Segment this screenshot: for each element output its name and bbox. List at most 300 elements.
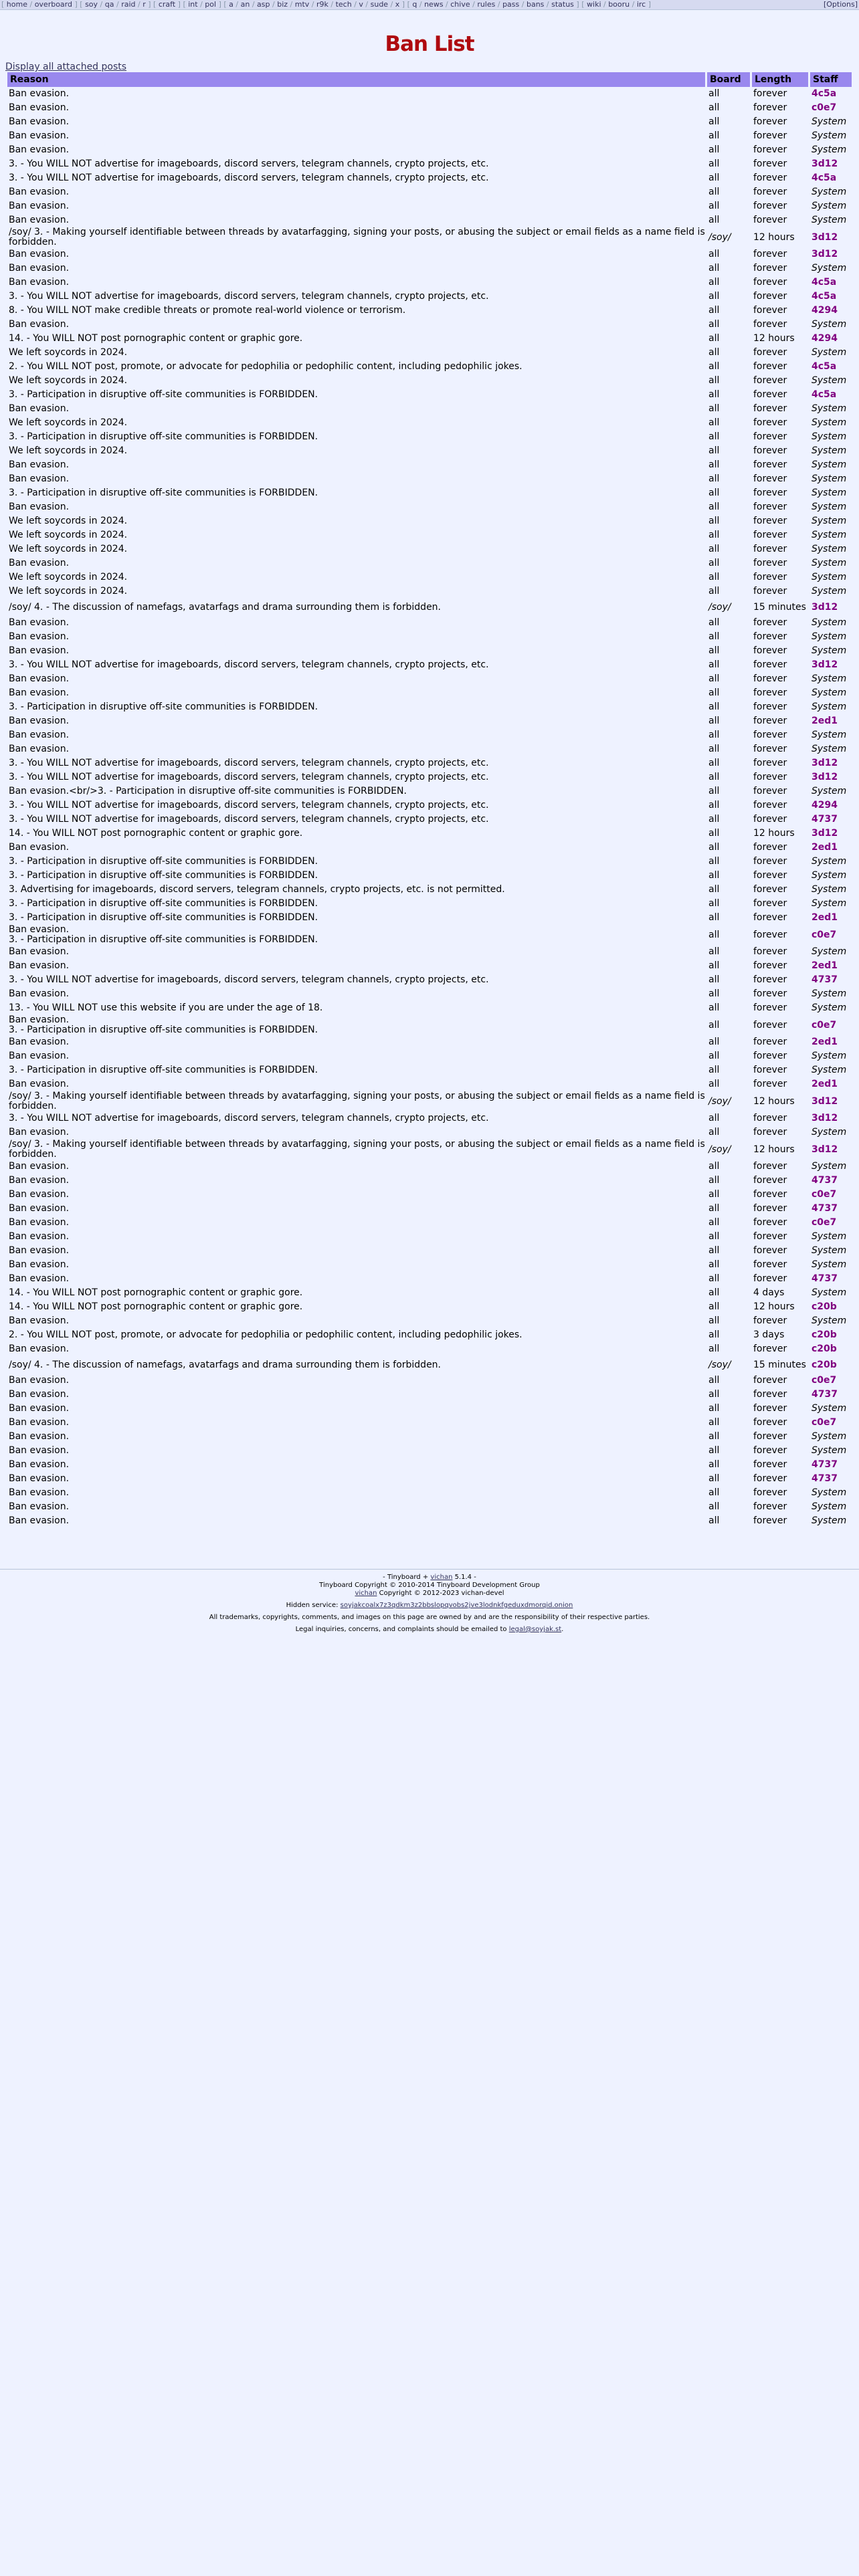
nav-link-rules[interactable]: rules <box>477 0 496 9</box>
ban-board: all <box>708 473 720 484</box>
ban-board: all <box>708 1231 720 1242</box>
ban-row <box>7 556 852 570</box>
ban-staff: System <box>812 144 847 155</box>
ban-board: all <box>708 730 720 740</box>
ban-reason: Ban evasion. <box>9 1315 70 1326</box>
ban-staff: System <box>812 1161 847 1172</box>
ban-board: all <box>708 617 720 628</box>
ban-staff: System <box>812 898 847 909</box>
header-length[interactable]: Length <box>752 72 808 87</box>
ban-length: forever <box>753 744 787 754</box>
ban-board: /soy/ <box>708 231 731 243</box>
nav-link-qa[interactable]: qa <box>104 0 114 9</box>
vichan-devel-link[interactable]: vichan <box>355 1590 377 1597</box>
footer-legal: Legal inquiries, concerns, and complaints should be emailed to legal@soyjak.st. <box>295 1626 564 1633</box>
nav-link-pass[interactable]: pass <box>502 0 520 9</box>
nav-link-wiki[interactable]: wiki <box>587 0 601 9</box>
ban-row <box>7 1388 852 1402</box>
top-navigation-bar <box>0 0 859 10</box>
ban-board: all <box>708 277 720 288</box>
ban-staff: System <box>812 856 847 867</box>
ban-reason: Ban evasion. <box>9 1403 70 1414</box>
ban-board: all <box>708 1301 720 1312</box>
ban-row <box>7 883 852 897</box>
ban-staff: System <box>812 1501 847 1512</box>
ban-board: all <box>708 1113 720 1123</box>
nav-link-tech[interactable]: tech <box>335 0 352 9</box>
ban-length: forever <box>753 898 787 909</box>
ban-row <box>7 1430 852 1444</box>
nav-link-biz[interactable]: biz <box>277 0 288 9</box>
ban-board: all <box>708 1375 720 1386</box>
ban-staff: System <box>812 1259 847 1270</box>
ban-board: all <box>708 459 720 470</box>
ban-board: all <box>708 988 720 999</box>
ban-row <box>7 129 852 143</box>
ban-row <box>7 1272 852 1286</box>
ban-row <box>7 1444 852 1458</box>
ban-board: all <box>708 516 720 526</box>
ban-row <box>7 1140 852 1160</box>
ban-row <box>7 925 852 945</box>
ban-length: forever <box>753 1002 787 1013</box>
ban-board: all <box>708 201 720 211</box>
ban-length: forever <box>753 673 787 684</box>
ban-staff: c20b <box>812 1344 837 1354</box>
ban-staff: 4737 <box>812 1273 838 1284</box>
ban-length: forever <box>753 459 787 470</box>
ban-row <box>7 1402 852 1416</box>
ban-board: all <box>708 586 720 597</box>
nav-link-sude[interactable]: sude <box>370 0 389 9</box>
ban-reason: 3. Advertising for imageboards, discord servers, telegram channels, crypto projects, etc. is not permitted. <box>9 884 505 895</box>
ban-length: forever <box>753 856 787 867</box>
ban-reason: Ban evasion. <box>9 631 70 642</box>
ban-length: forever <box>753 687 787 698</box>
ban-board: all <box>708 319 720 330</box>
ban-reason: 3. - You WILL NOT advertise for imageboards, discord servers, telegram channels, crypto projects, etc. <box>9 1113 489 1123</box>
ban-reason: Ban evasion. <box>9 1231 70 1242</box>
ban-row <box>7 185 852 199</box>
ban-staff: 4c5a <box>812 277 837 288</box>
ban-row <box>7 686 852 700</box>
ban-staff: System <box>812 1231 847 1242</box>
ban-reason: Ban evasion. <box>9 116 70 127</box>
ban-row <box>7 616 852 630</box>
ban-row <box>7 570 852 584</box>
ban-board: all <box>708 173 720 183</box>
ban-row <box>7 584 852 599</box>
nav-link-q[interactable]: q <box>412 0 417 9</box>
ban-list-table <box>5 72 854 1528</box>
ban-board: all <box>708 744 720 754</box>
ban-reason: Ban evasion. <box>9 842 70 853</box>
ban-row <box>7 770 852 784</box>
ban-reason: Ban evasion.<br/>3. - Participation in disruptive off-site communities is FORBIDDEN. <box>9 786 407 796</box>
ban-length: forever <box>753 988 787 999</box>
ban-reason: 3. - You WILL NOT advertise for imageboards, discord servers, telegram channels, crypto projects, etc. <box>9 772 489 782</box>
ban-row <box>7 672 852 686</box>
ban-staff: System <box>812 786 847 796</box>
ban-reason: Ban evasion. <box>9 187 70 197</box>
ban-length: forever <box>753 702 787 712</box>
ban-staff: c0e7 <box>812 1189 837 1200</box>
nav-link-v[interactable]: v <box>359 0 363 9</box>
ban-row <box>7 304 852 318</box>
nav-link-a[interactable]: a <box>229 0 233 9</box>
nav-link-int[interactable]: int <box>188 0 198 9</box>
ban-reason: Ban evasion. <box>9 1079 70 1089</box>
ban-staff: 4737 <box>812 1389 838 1400</box>
nav-link-an[interactable]: an <box>240 0 250 9</box>
ban-length: forever <box>753 645 787 656</box>
ban-board: all <box>708 144 720 155</box>
ban-row <box>7 143 852 157</box>
ban-length: 12 hours <box>753 828 795 839</box>
table-header-row <box>7 72 852 87</box>
ban-length: forever <box>753 1217 787 1228</box>
ban-board: all <box>708 772 720 782</box>
ban-reason: 3. - You WILL NOT advertise for imageboards, discord servers, telegram channels, crypto projects, etc. <box>9 800 489 811</box>
ban-board: all <box>708 929 720 940</box>
ban-reason: 3. - Participation in disruptive off-site communities is FORBIDDEN. <box>9 488 318 498</box>
ban-reason: Ban evasion. <box>9 687 70 698</box>
ban-length: forever <box>753 1203 787 1214</box>
ban-reason: Ban evasion. <box>9 1259 70 1270</box>
options-link[interactable]: [Options] <box>823 0 858 9</box>
ban-board: all <box>708 249 720 259</box>
header-reason[interactable]: Reason <box>7 72 705 87</box>
ban-reason: Ban evasion. <box>9 1375 70 1386</box>
ban-row <box>7 1049 852 1063</box>
ban-row <box>7 959 852 973</box>
ban-length: forever <box>753 187 787 197</box>
legal-email-link[interactable]: legal@soyjak.st <box>508 1626 562 1633</box>
ban-staff: System <box>812 744 847 754</box>
ban-row <box>7 1258 852 1272</box>
ban-row <box>7 1202 852 1216</box>
ban-row <box>7 784 852 798</box>
ban-staff: System <box>812 1403 847 1414</box>
ban-length: forever <box>753 1473 787 1484</box>
nav-link-irc[interactable]: irc <box>636 0 646 9</box>
ban-reason: /soy/ 3. - Making yourself identifiable between threads by avatarfagging, signing your posts, or abusing the subject or email fields as a name field is forbidden. <box>9 227 705 247</box>
ban-board: all <box>708 1459 720 1470</box>
ban-reason: Ban evasion. <box>9 1445 70 1456</box>
ban-staff: System <box>812 187 847 197</box>
ban-staff: c0e7 <box>812 1019 837 1031</box>
ban-staff: c0e7 <box>812 929 837 940</box>
ban-staff: System <box>812 673 847 684</box>
ban-row <box>7 1015 852 1035</box>
ban-length: forever <box>753 403 787 414</box>
ban-reason: We left soycords in 2024. <box>9 417 128 428</box>
ban-board: all <box>708 88 720 99</box>
ban-board: all <box>708 912 720 923</box>
ban-row <box>7 1001 852 1015</box>
ban-staff: 4737 <box>812 1203 838 1214</box>
nav-link-r[interactable]: r <box>142 0 146 9</box>
ban-row <box>7 1472 852 1486</box>
ban-board: all <box>708 1329 720 1340</box>
ban-staff: 4c5a <box>812 88 837 99</box>
ban-staff: System <box>812 1245 847 1256</box>
display-attached-posts-link[interactable]: Display all attached posts <box>5 62 127 72</box>
page-title: Ban List <box>385 32 474 56</box>
ban-board: all <box>708 403 720 414</box>
nav-link-overboard[interactable]: overboard <box>34 0 72 9</box>
ban-reason: /soy/ 4. - The discussion of namefags, avatarfags and drama surrounding them is forbidden. <box>9 1359 442 1370</box>
ban-board: all <box>708 1417 720 1428</box>
ban-reason: Ban evasion. <box>9 1431 70 1442</box>
ban-row <box>7 1314 852 1328</box>
ban-staff: System <box>812 215 847 225</box>
ban-length: forever <box>753 1344 787 1354</box>
nav-link-raid[interactable]: raid <box>121 0 136 9</box>
nav-group: [ home / overboard ] <box>1 0 78 9</box>
ban-length: forever <box>753 375 787 386</box>
ban-staff: System <box>812 130 847 141</box>
ban-reason: Ban evasion. <box>9 1473 70 1484</box>
nav-group: [ wiki / booru / irc ] <box>579 0 652 9</box>
ban-staff: System <box>812 502 847 512</box>
ban-row <box>7 1374 852 1388</box>
ban-row <box>7 1230 852 1244</box>
ban-reason: Ban evasion. <box>9 1217 70 1228</box>
ban-reason: 3. - Participation in disruptive off-site communities is FORBIDDEN. <box>9 431 318 442</box>
nav-group: [ craft ] <box>151 0 181 9</box>
ban-length: forever <box>753 291 787 302</box>
ban-row <box>7 1216 852 1230</box>
nav-link-mtv[interactable]: mtv <box>294 0 310 9</box>
ban-staff: 4737 <box>812 974 838 985</box>
ban-reason: 3. - Participation in disruptive off-site communities is FORBIDDEN. <box>9 912 318 923</box>
ban-board: all <box>708 1161 720 1172</box>
ban-reason: 3. - You WILL NOT advertise for imageboards, discord servers, telegram channels, crypto projects, etc. <box>9 659 489 670</box>
ban-board: all <box>708 814 720 825</box>
ban-reason: We left soycords in 2024. <box>9 544 128 554</box>
ban-reason: Ban evasion. <box>9 1161 70 1172</box>
ban-reason: Ban evasion. <box>9 249 70 259</box>
ban-staff: System <box>812 403 847 414</box>
ban-reason: 3. - You WILL NOT advertise for imageboards, discord servers, telegram channels, crypto projects, etc. <box>9 158 489 169</box>
ban-length: forever <box>753 158 787 169</box>
ban-board: all <box>708 884 720 895</box>
ban-length: forever <box>753 974 787 985</box>
ban-reason: 3. - You WILL NOT advertise for imageboards, discord servers, telegram channels, crypto projects, etc. <box>9 758 489 768</box>
ban-reason: Ban evasion. <box>9 673 70 684</box>
ban-staff: 4294 <box>812 800 838 811</box>
ban-length: forever <box>753 1175 787 1186</box>
ban-length: 12 hours <box>753 1301 795 1312</box>
onion-link[interactable]: soyjakcoalx7z3qdkm3z2bbslopqvobs2jve3lodnkfgeduxdmorqid.onion <box>340 1602 573 1609</box>
ban-staff: 4737 <box>812 1473 838 1484</box>
ban-board: all <box>708 1065 720 1075</box>
ban-length: forever <box>753 305 787 316</box>
ban-board: all <box>708 431 720 442</box>
ban-length: forever <box>753 631 787 642</box>
ban-staff: System <box>812 473 847 484</box>
ban-row <box>7 841 852 855</box>
ban-row <box>7 444 852 458</box>
ban-board: all <box>708 1273 720 1284</box>
ban-board: all <box>708 1445 720 1456</box>
ban-board: all <box>708 158 720 169</box>
ban-staff: System <box>812 459 847 470</box>
ban-length: forever <box>753 960 787 971</box>
ban-row <box>7 1328 852 1342</box>
ban-staff: 3d12 <box>812 601 838 613</box>
nav-link-home[interactable]: home <box>6 0 27 9</box>
header-staff[interactable]: Staff <box>810 72 852 87</box>
ban-board: all <box>708 1189 720 1200</box>
ban-board: all <box>708 1389 720 1400</box>
ban-reason: 3. - Participation in disruptive off-site communities is FORBIDDEN. <box>9 702 318 712</box>
ban-reason: 3. - Participation in disruptive off-site communities is FORBIDDEN. <box>9 856 318 867</box>
ban-length: forever <box>753 1487 787 1498</box>
ban-row <box>7 827 852 841</box>
ban-staff: 3d12 <box>812 1113 838 1123</box>
header-board[interactable]: Board <box>707 72 750 87</box>
nav-link-bans[interactable]: bans <box>526 0 545 9</box>
ban-reason: Ban evasion. <box>9 988 70 999</box>
ban-length: forever <box>753 1459 787 1470</box>
ban-staff: 3d12 <box>812 659 838 670</box>
ban-row <box>7 500 852 514</box>
ban-staff: System <box>812 1002 847 1013</box>
nav-link-asp[interactable]: asp <box>257 0 270 9</box>
ban-length: forever <box>753 842 787 853</box>
ban-row <box>7 458 852 472</box>
ban-length: forever <box>753 716 787 726</box>
nav-link-x[interactable]: x <box>395 0 400 9</box>
ban-length: forever <box>753 730 787 740</box>
ban-row <box>7 374 852 388</box>
ban-row <box>7 945 852 959</box>
ban-staff: 4c5a <box>812 389 837 400</box>
nav-link-news[interactable]: news <box>424 0 444 9</box>
ban-board: /soy/ <box>708 1144 731 1155</box>
ban-staff: 4c5a <box>812 361 837 372</box>
footer-copyright-vichan: vichan Copyright © 2012-2023 vichan-devel <box>355 1590 504 1597</box>
ban-row <box>7 528 852 542</box>
ban-row <box>7 276 852 290</box>
ban-length: forever <box>753 659 787 670</box>
nav-link-booru[interactable]: booru <box>608 0 630 9</box>
ban-length: forever <box>753 215 787 225</box>
ban-staff: System <box>812 445 847 456</box>
ban-reason: /soy/ 3. - Making yourself identifiable between threads by avatarfagging, signing your posts, or abusing the subject or email fields as a name field is forbidden. <box>9 1091 705 1111</box>
ban-staff: System <box>812 1515 847 1526</box>
ban-length: forever <box>753 1375 787 1386</box>
ban-reason: Ban evasion. <box>9 1417 70 1428</box>
ban-staff: System <box>812 1315 847 1326</box>
ban-row <box>7 360 852 374</box>
ban-staff: System <box>812 1431 847 1442</box>
ban-row <box>7 318 852 332</box>
ban-length: forever <box>753 88 787 99</box>
ban-staff: System <box>812 702 847 712</box>
ban-row <box>7 1244 852 1258</box>
ban-length: forever <box>753 1079 787 1089</box>
ban-board: all <box>708 898 720 909</box>
nav-link-status[interactable]: status <box>551 0 574 9</box>
ban-board: all <box>708 702 720 712</box>
ban-reason: Ban evasion. <box>9 144 70 155</box>
ban-row <box>7 1486 852 1500</box>
ban-reason: 3. - You WILL NOT advertise for imageboards, discord servers, telegram channels, crypto projects, etc. <box>9 814 489 825</box>
nav-link-soy[interactable]: soy <box>85 0 98 9</box>
ban-row <box>7 1416 852 1430</box>
ban-length: forever <box>753 347 787 358</box>
ban-staff: System <box>812 730 847 740</box>
ban-staff: 3d12 <box>812 772 838 782</box>
footer <box>0 1569 859 1634</box>
ban-staff: System <box>812 1065 847 1075</box>
ban-length: forever <box>753 361 787 372</box>
ban-staff: System <box>812 1127 847 1138</box>
ban-length: forever <box>753 488 787 498</box>
ban-board: /soy/ <box>708 601 731 613</box>
ban-row <box>7 402 852 416</box>
ban-reason: Ban evasion. <box>9 960 70 971</box>
ban-length: forever <box>753 1051 787 1061</box>
ban-length: 15 minutes <box>753 601 806 613</box>
ban-board: all <box>708 1203 720 1214</box>
ban-row <box>7 213 852 227</box>
ban-staff: System <box>812 988 847 999</box>
ban-length: forever <box>753 201 787 211</box>
ban-board: all <box>708 1245 720 1256</box>
ban-row <box>7 430 852 444</box>
nav-link-chive[interactable]: chive <box>450 0 470 9</box>
ban-reason: Ban evasion. <box>9 1389 70 1400</box>
ban-row <box>7 1300 852 1314</box>
ban-reason: Ban evasion. <box>9 1487 70 1498</box>
nav-link-r9k[interactable]: r9k <box>316 0 328 9</box>
nav-link-craft[interactable]: craft <box>158 0 176 9</box>
ban-row <box>7 1077 852 1091</box>
ban-board: all <box>708 347 720 358</box>
ban-reason: 3. - Participation in disruptive off-site communities is FORBIDDEN. <box>9 870 318 881</box>
ban-row <box>7 742 852 756</box>
footer-trademark: All trademarks, copyrights, comments, and images on this page are owned by and are the responsibility of their respective parties. <box>209 1614 650 1621</box>
ban-row <box>7 1458 852 1472</box>
ban-row <box>7 157 852 171</box>
ban-reason: We left soycords in 2024. <box>9 572 128 582</box>
ban-staff: 4737 <box>812 1175 838 1186</box>
ban-row <box>7 472 852 486</box>
ban-reason: Ban evasion. <box>9 730 70 740</box>
ban-board: all <box>708 687 720 698</box>
ban-length: forever <box>753 558 787 568</box>
nav-group: [ q / news / chive / rules / pass / bans / status ] <box>405 0 579 9</box>
ban-staff: System <box>812 617 847 628</box>
ban-board: all <box>708 502 720 512</box>
footer-hidden-service: Hidden service: soyjakcoalx7z3qdkm3z2bbslopqvobs2jve3lodnkfgeduxdmorqid.onion <box>286 1602 573 1609</box>
ban-staff: System <box>812 347 847 358</box>
ban-staff: System <box>812 544 847 554</box>
nav-link-pol[interactable]: pol <box>205 0 217 9</box>
ban-length: forever <box>753 1315 787 1326</box>
ban-staff: 2ed1 <box>812 842 838 853</box>
ban-staff: System <box>812 417 847 428</box>
ban-length: forever <box>753 544 787 554</box>
vichan-link[interactable]: vichan <box>430 1574 453 1581</box>
ban-row <box>7 332 852 346</box>
ban-staff: 4294 <box>812 305 838 316</box>
ban-row <box>7 1125 852 1140</box>
